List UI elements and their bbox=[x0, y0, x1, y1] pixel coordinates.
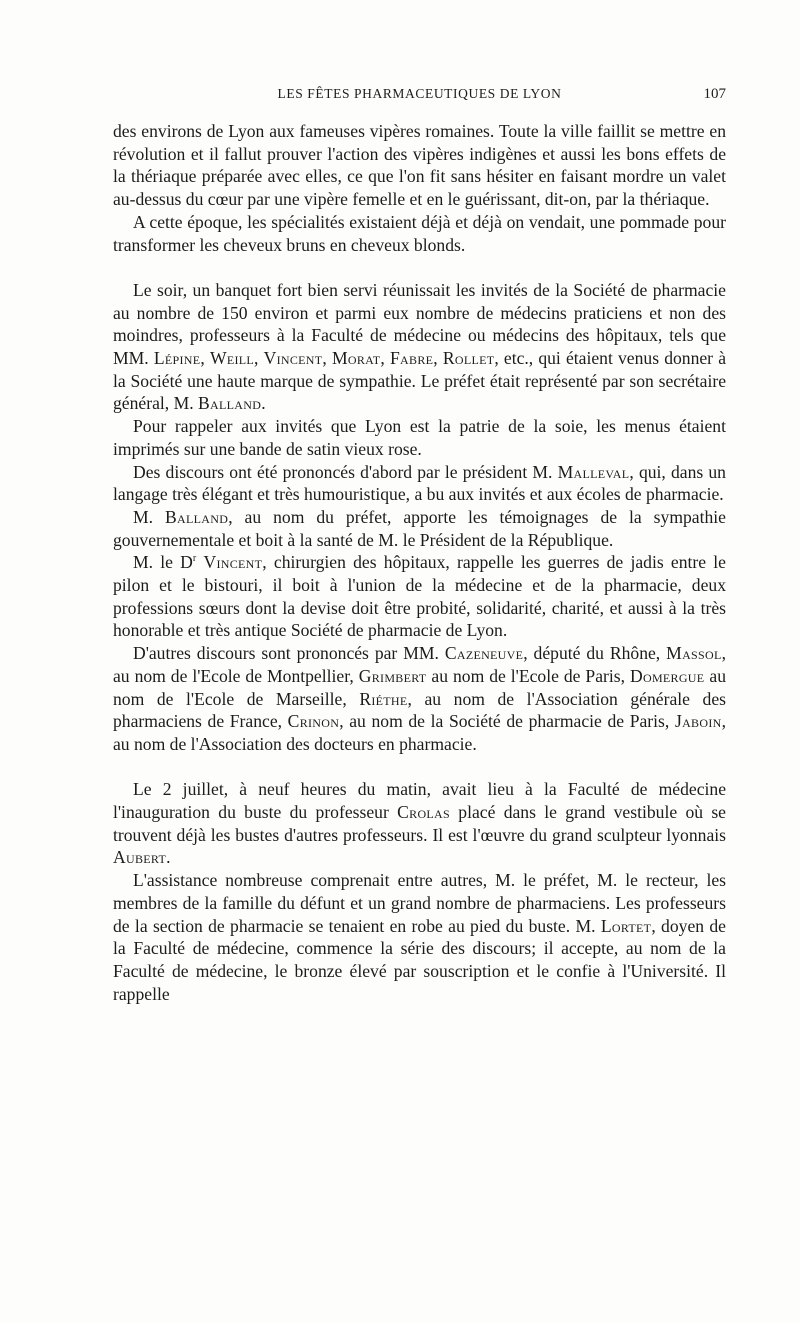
text-run: , doyen de la Faculté de médecine, commence la série des discours; il accepte, au nom de la Faculté de médecine, le bronze élevé par souscription et le confie à l'Université. Il rappelle bbox=[113, 915, 726, 1004]
text-run: placé dans le grand vestibule où se trouvent déjà les bustes d'autres professeurs. Il est l'œuvre du grand sculpteur lyonnais bbox=[113, 802, 726, 845]
person-name: Massol bbox=[666, 643, 722, 664]
text-run: D'autres discours sont prononcés par MM. bbox=[133, 643, 445, 664]
text-run: au nom de l'Ecole de Marseille, bbox=[113, 665, 726, 709]
person-name: Cazeneuve bbox=[444, 643, 524, 664]
running-header bbox=[113, 86, 726, 110]
page-number: 107 bbox=[703, 86, 726, 102]
person-name: Riéthe bbox=[359, 688, 408, 709]
paragraph-menus: Pour rappeler aux invités que Lyon est la patrie de la soie, les menus étaient imprimés sur une bande de satin vieux rose. bbox=[113, 416, 726, 459]
paragraph-discours-president bbox=[113, 461, 726, 506]
text-run: , au nom de l'Association des docteurs en pharmacie. bbox=[113, 711, 726, 754]
text-run: , etc., qui étaient venus donner à la Société une haute marque de sympathie. Le préfet était représenté par son secrétaire général, M. bbox=[113, 348, 727, 414]
text-run: L'assistance nombreuse comprenait entre autres, M. le préfet, M. le recteur, les membres de la famille du défunt et un grand nombre de pharmaciens. Les professeurs de la section de pharmacie se tenaient en robe au pied du buste. M. bbox=[113, 870, 726, 936]
text-run: , bbox=[433, 348, 443, 369]
person-name: Fabre bbox=[389, 348, 434, 369]
person-name: Balland bbox=[165, 506, 229, 527]
text-run: . bbox=[261, 393, 266, 414]
body-text bbox=[113, 120, 726, 1005]
text-run: . bbox=[166, 847, 171, 868]
person-name: Jaboin bbox=[674, 711, 722, 732]
person-name: Aubert bbox=[113, 847, 167, 868]
person-name: Malleval bbox=[557, 461, 630, 482]
text-run: au nom de l'Ecole de Paris, bbox=[426, 665, 630, 686]
person-name: Rollet bbox=[442, 348, 495, 369]
paragraph-discours-vincent bbox=[113, 551, 726, 642]
person-name: Grimbert bbox=[358, 665, 427, 686]
running-title: LES FÊTES PHARMACEUTIQUES DE LYON bbox=[277, 86, 562, 101]
paragraph-assistance bbox=[113, 869, 726, 1005]
document-page bbox=[113, 86, 726, 1005]
text-run: Des discours ont été prononcés d'abord par le président M. bbox=[133, 461, 558, 482]
text-run: M. bbox=[133, 506, 166, 527]
paragraph-autres-discours bbox=[113, 642, 726, 756]
person-name: Lortet bbox=[600, 915, 652, 936]
person-name: Lépine bbox=[153, 348, 201, 369]
text-run: , député du Rhône, bbox=[523, 643, 667, 664]
person-name: Balland bbox=[198, 393, 262, 414]
person-name: Vincent bbox=[203, 552, 263, 573]
text-run: , bbox=[380, 348, 390, 369]
text-run: , au nom de la Société de pharmacie de Paris, bbox=[339, 711, 675, 732]
person-name: Domergue bbox=[629, 665, 705, 686]
text-run: Le soir, un banquet fort bien servi réunissait les invités de la Société de pharmacie au nombre de 150 environ et parmi eux nombre de médecins praticiens et non des moindres, professeurs à la Faculté de médecine ou médecins des hôpitaux, tels que MM. bbox=[113, 279, 726, 369]
person-name: Weill bbox=[209, 348, 255, 369]
paragraph-discours-prefet bbox=[113, 506, 726, 551]
paragraph-continuation: des environs de Lyon aux fameuses vipères romaines. Toute la ville faillit se mettre en révolution et il fallut prouver l'action des vipères indigènes et aussi les bons effets de la thériaque préparée avec elles, ce que l'on fit sans hésiter en faisant mordre un valet au-dessus du cœur par une vipère femelle et en le guérissant, dit-on, par la thériaque. bbox=[113, 121, 726, 210]
text-run: M. le D bbox=[133, 552, 193, 573]
paragraph-inauguration bbox=[113, 778, 726, 869]
superscript: r bbox=[192, 553, 197, 565]
person-name: Crinon bbox=[287, 711, 340, 732]
person-name: Morat bbox=[331, 348, 381, 369]
text-run: Le 2 juillet, à neuf heures du matin, avait lieu à la Faculté de médecine l'inauguration du buste du professeur bbox=[113, 779, 726, 823]
text-run: , au nom de l'Ecole de Montpellier, bbox=[113, 643, 726, 686]
person-name: Vincent bbox=[263, 348, 323, 369]
paragraph-specialites: A cette époque, les spécialités existaient déjà et déjà on vendait, une pommade pour transformer les cheveux bruns en cheveux blonds. bbox=[113, 211, 726, 255]
text-run: , au nom du préfet, apporte les témoignages de la sympathie gouvernementale et boit à la santé de M. le Président de la République. bbox=[113, 506, 726, 550]
person-name: Crolas bbox=[397, 802, 450, 823]
text-run: , bbox=[254, 348, 264, 369]
text-run: , qui, dans un langage très élégant et très humouristique, a bu aux invités et aux écoles de pharmacie. bbox=[113, 461, 726, 505]
text-run: , bbox=[200, 348, 210, 369]
paragraph-banquet bbox=[113, 279, 726, 415]
text-run: , chirurgien des hôpitaux, rappelle les guerres de jadis entre le pilon et le bistouri, il boit à l'union de la médecine et de la pharmacie, deux professions sœurs dont la devise doit être probité, solidarité, charité, et aussi à la très honorable et très antique Société de pharmacie de Lyon. bbox=[113, 552, 726, 641]
text-run: , au nom de l'Association générale des pharmaciens de France, bbox=[113, 688, 726, 732]
text-run: , bbox=[322, 348, 332, 369]
